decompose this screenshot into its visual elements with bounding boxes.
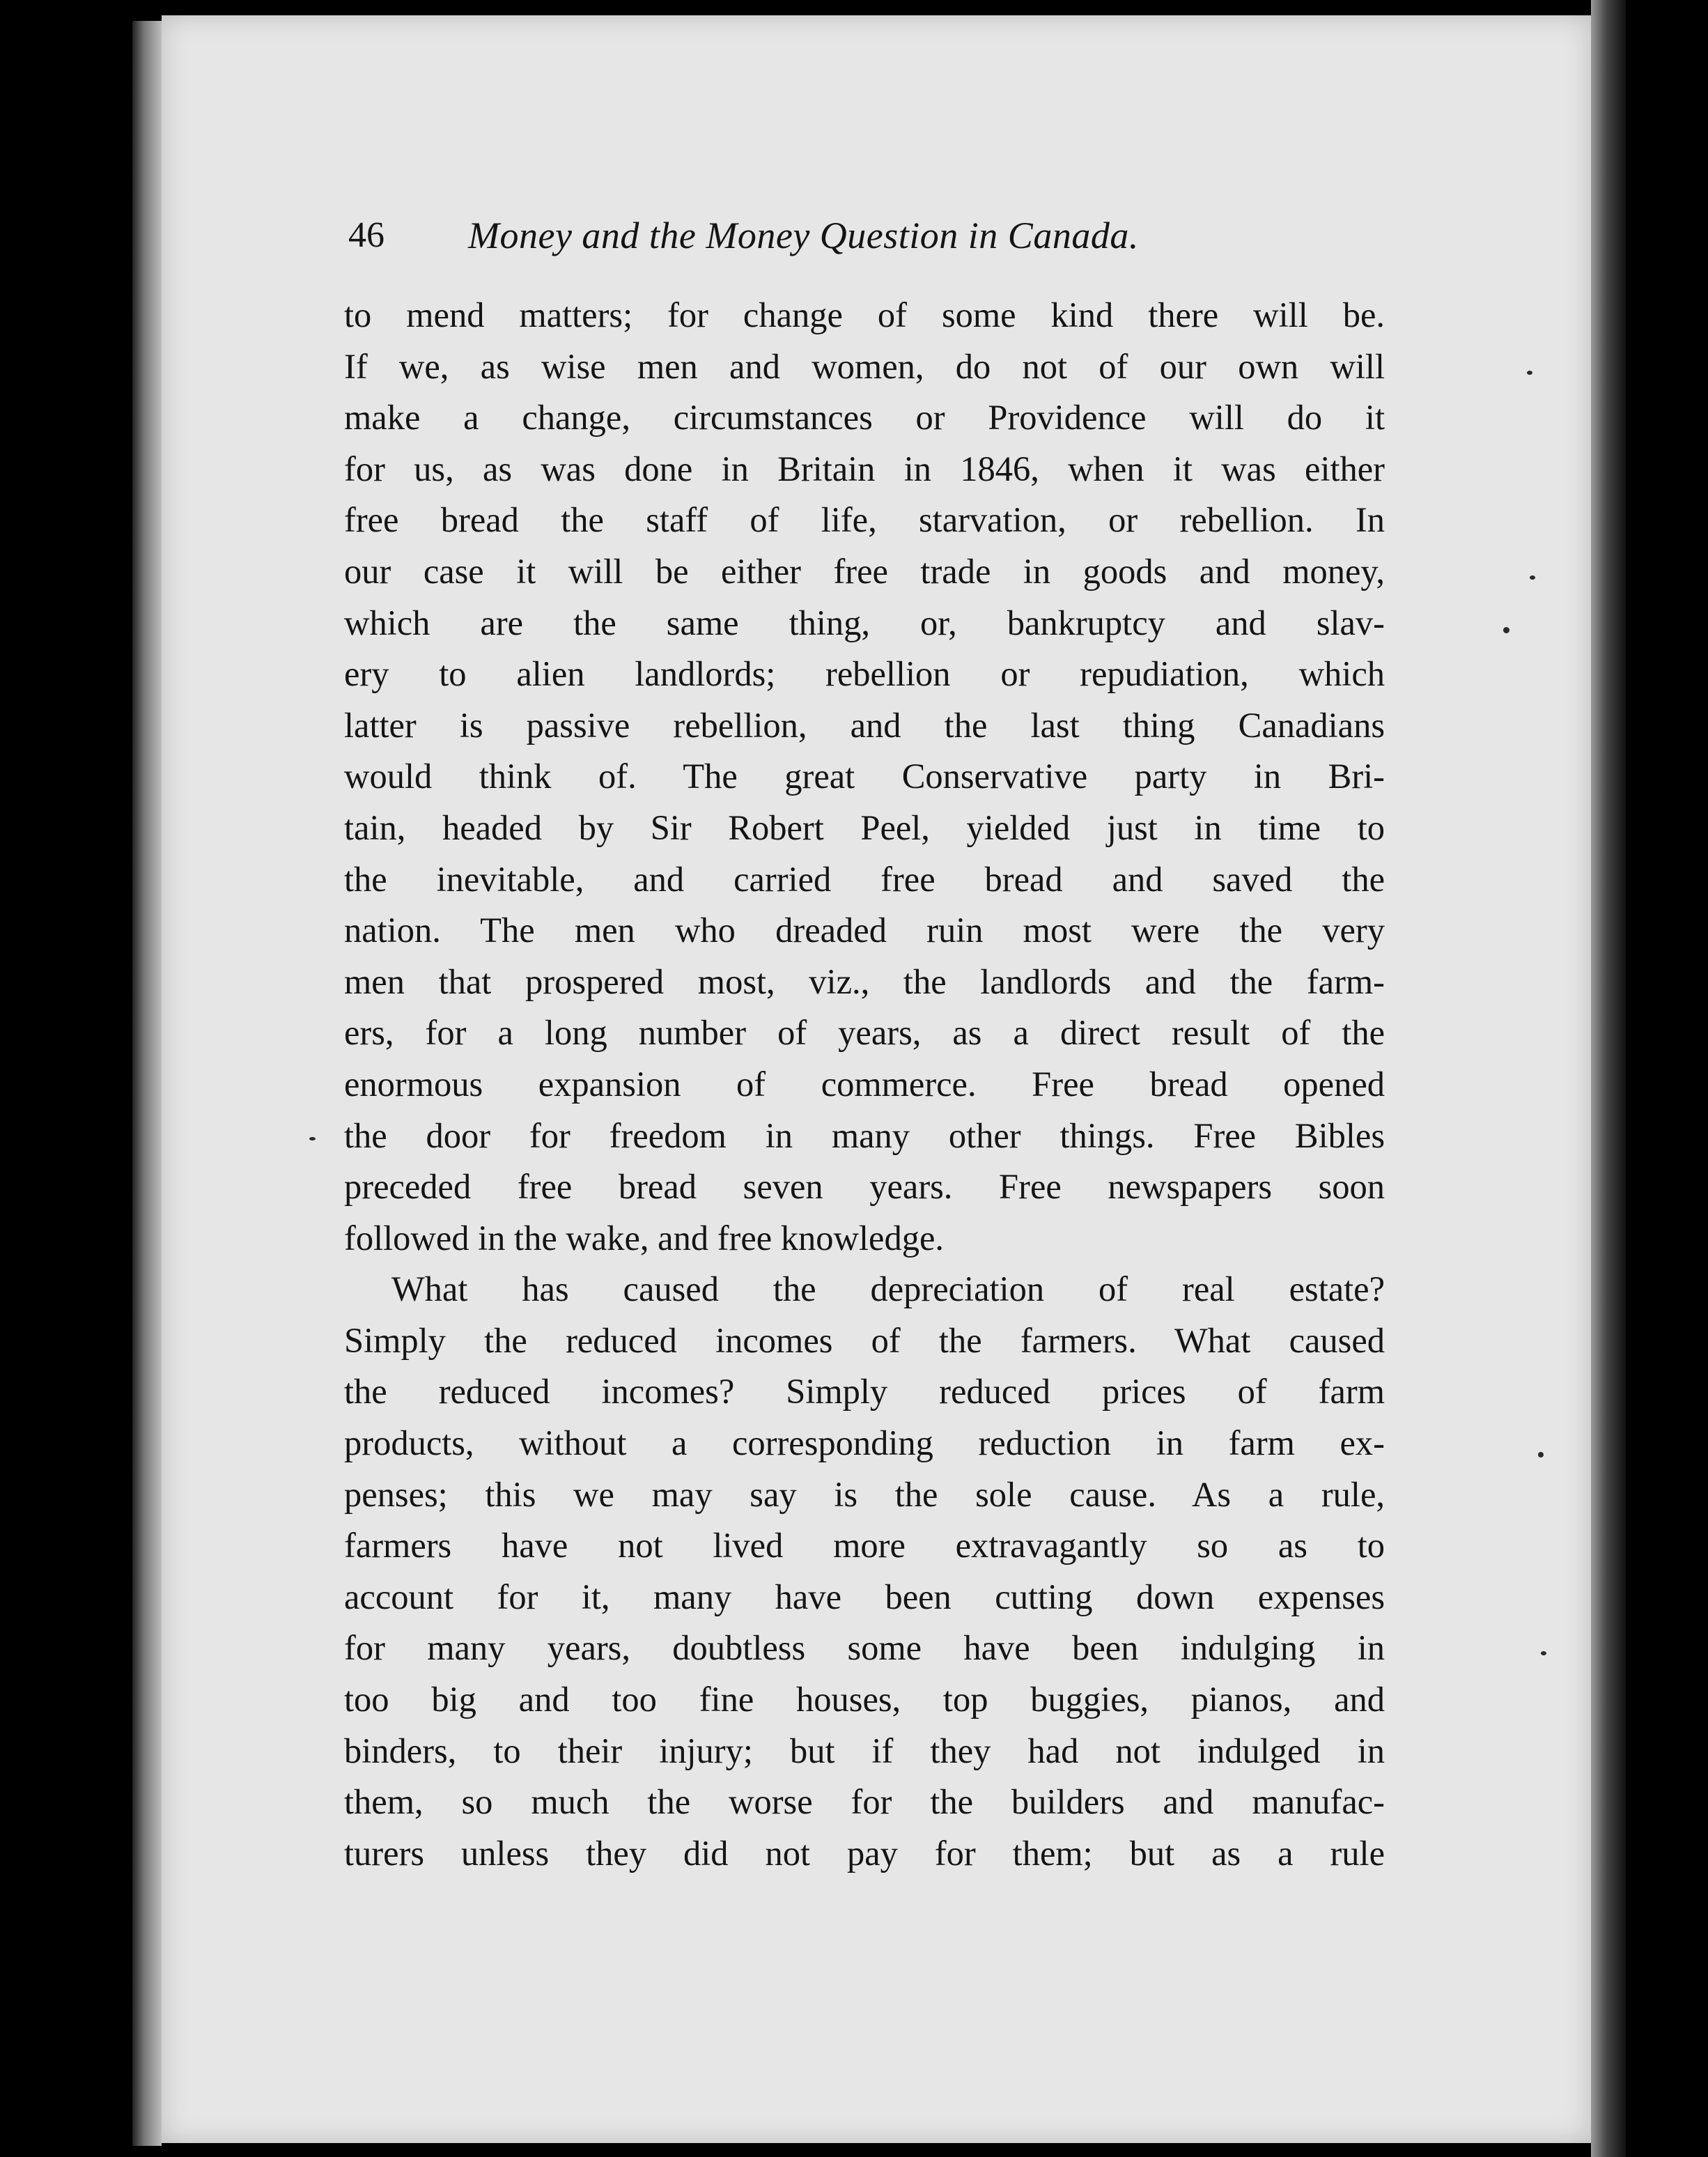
text-line: If we, as wise men and women, do not of our own will [344,346,1385,386]
text-line: men that prospered most, viz., the landlords and the farm- [344,961,1385,1001]
right-page-edge [1591,0,1626,2157]
scan-speck [1538,1452,1544,1458]
scan-speck [309,1137,316,1141]
text-line: followed in the wake, and free knowledge. [344,1218,944,1258]
text-line: the reduced incomes? Simply reduced prices of farm [344,1372,1385,1412]
text-line: make a change, circumstances or Providence will do it [344,398,1385,438]
text-line: our case it will be either free trade in goods and money, [344,551,1385,591]
text-line: What has caused the depreciation of real estate? [391,1269,1385,1309]
text-line: ery to alien landlords; rebellion or repudiation, which [344,654,1385,694]
page-number: 46 [348,215,385,255]
scan-speck [1503,627,1509,633]
body-text [344,290,1385,1879]
text-line: which are the same thing, or, bankruptcy and slav- [344,603,1385,642]
text-line: for us, as was done in Britain in 1846, when it was either [344,449,1385,488]
text-line: ers, for a long number of years, as a direct result of the [344,1013,1385,1053]
text-line: to mend matters; for change of some kind there will be. [344,295,1385,334]
scan-speck [1530,575,1535,580]
text-line: enormous expansion of commerce. Free bread opened [344,1064,1385,1104]
text-line: farmers have not lived more extravagantly so as to [344,1526,1385,1565]
running-title: Money and the Money Question in Canada. [468,215,1139,256]
text-line: preceded free bread seven years. Free newspapers soon [344,1167,1385,1207]
text-line: for many years, doubtless some have been indulging in [344,1628,1385,1668]
text-line: latter is passive rebellion, and the last thing Canadians [344,705,1385,745]
left-page-edge [132,21,162,2146]
text-line: Simply the reduced incomes of the farmers. What caused [344,1320,1385,1360]
text-line: would think of. The great Conservative party in Bri- [344,757,1385,796]
scan-speck [1541,1651,1546,1655]
text-line: account for it, many have been cutting down expenses [344,1577,1385,1616]
scan-speck [1527,371,1532,375]
text-line: the inevitable, and carried free bread and saved the [344,859,1385,899]
scan-background [1626,0,1708,2157]
text-line: binders, to their injury; but if they had not indulged in [344,1731,1385,1770]
text-line: tain, headed by Sir Robert Peel, yielded just in time to [344,807,1385,847]
text-line: the door for freedom in many other things. Free Bibles [344,1115,1385,1155]
text-line: nation. The men who dreaded ruin most were the very [344,911,1385,950]
page-header [348,208,1435,263]
text-line: too big and too fine houses, top buggies, pianos, and [344,1680,1385,1719]
text-line: turers unless they did not pay for them; but as a rule [344,1833,1385,1873]
text-line: penses; this we may say is the sole cause. As a rule, [344,1474,1385,1514]
text-line: them, so much the worse for the builders and manufac- [344,1782,1385,1822]
text-line: products, without a corresponding reduction in farm ex- [344,1423,1385,1463]
text-line: free bread the staff of life, starvation, or rebellion. In [344,500,1385,540]
